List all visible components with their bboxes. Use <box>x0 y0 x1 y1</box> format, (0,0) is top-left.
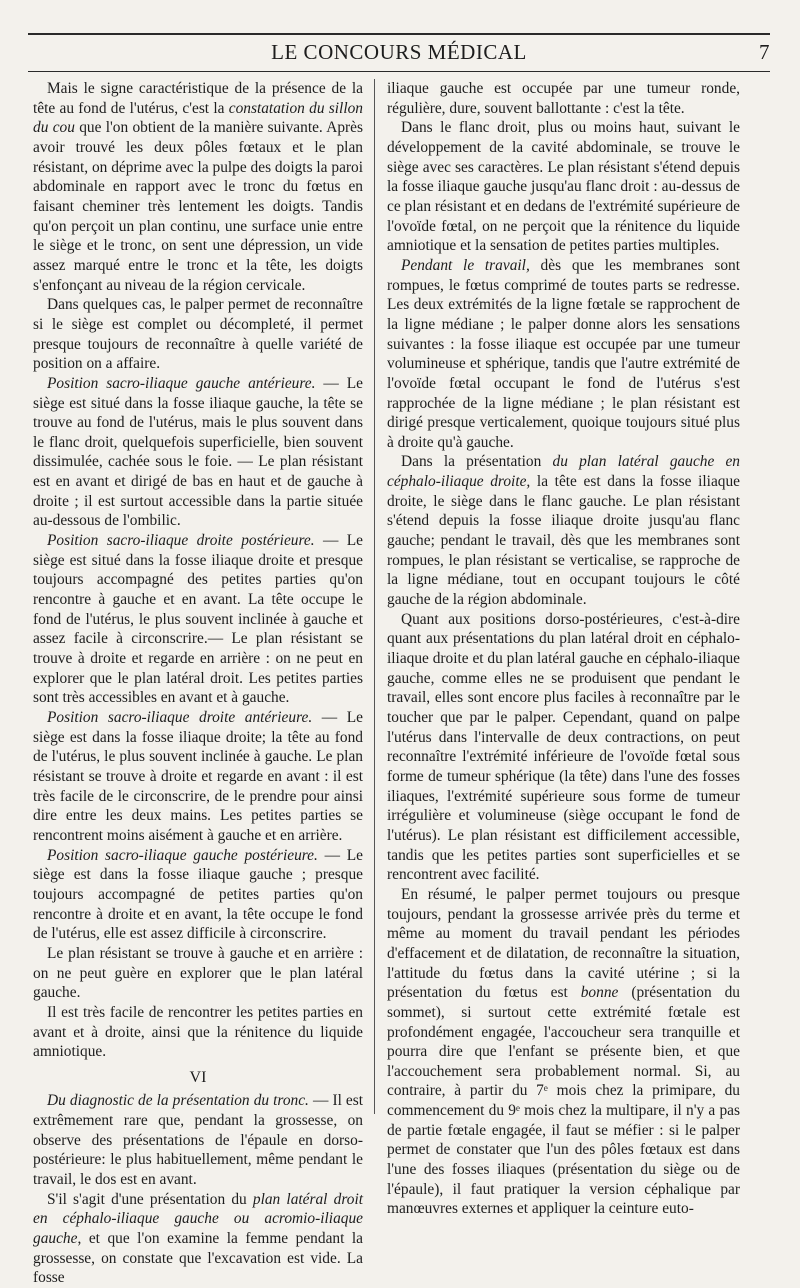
paragraph: Position sacro-iliaque droite postérieure. — Le siège est situé dans la fosse iliaque droite et presque toujours accompagné des petites parties qu'on rencontre à gauche et en avant. La tête occupe le fond de l'utérus, le plus souvent inclinée à gauche et assez facile à circonscrire.— Le plan résistant se trouve à droite et regarde en arrière : on ne peut en explorer que le plan latéral droit. Les petites parties sont très accessibles en avant et à gauche. <box>33 532 363 707</box>
section-number: VI <box>189 1068 207 1086</box>
paragraph: Du diagnostic de la présentation du tronc. — Il est extrêmement rare que, pendant la grossesse, on observe des présentations de l'épaule en dorso-postérieure: le plus habituellement, même pendant le travail, le dos est en avant. <box>33 1092 363 1189</box>
paragraph: Mais le signe caractéristique de la présence de la tête au fond de l'utérus, c'est la constatation du sillon du cou que l'on obtient de la manière suivante. Après avoir trouvé les deux pôles fœtaux et le plan résistant, on déprime avec la pulpe des doigts la paroi abdominale en rapport avec le tronc du fœtus en faisant cheminer très lentement les doigts. Tandis qu'on perçoit un plan continu, une surface unie entre le siège et le tronc, on sent une dépression, un vide assez marqué entre le tronc et la tête, les doigts s'enfonçant au niveau de la région cervicale. <box>33 80 364 294</box>
column-separator <box>374 79 375 1114</box>
paragraph: Dans la présentation du plan latéral gauche en céphalo-iliaque droite, la tête est dans la fosse iliaque droite, le siège dans le flanc gauche. Le plan résistant s'étend depuis la fosse iliaque droite jusqu'au flanc gauche; pendant le travail, dès que les membranes sont rompues, le plan résistant se verticalise, se rapproche de la ligne médiane, tout en occupant toujours le côté gauche de la région abdominale. <box>387 453 741 609</box>
paragraph: Dans quelques cas, le palper permet de reconnaître si le siège est complet ou décompleté, il permet presque toujours de reconnaître à quelle variété de position on a affaire. <box>33 296 363 373</box>
paragraph: Quant aux positions dorso-postérieures, c'est-à-dire quant aux présentations du plan latéral droit en céphalo-iliaque droite et du plan latéral gauche en céphalo-iliaque gauche, comme elles ne se produisent que pendant le travail, elles sont encore plus faciles à reconnaître par le toucher que par le palper. Cependant, quand on palpe l'utérus dans l'intervalle de deux contractions, on peut reconnaître l'extrémité inférieure de l'ovoïde fœtal sous forme de tumeur sphérique (la tête) dans l'une des fosses iliaques, l'extrémité supérieure sous forme de tumeur irrégulière et volumineuse (siège occupant le fond de l'utérus). Le plan résistant est difficilement accessible, tandis que les petites parties sont superficielles et se rencontrent avec facilité. <box>387 610 740 884</box>
left-column <box>33 79 363 1288</box>
paragraph: Il est très facile de rencontrer les petites parties en avant et à droite, ainsi que la rénitence du liquide amniotique. <box>33 1003 363 1061</box>
right-column <box>387 79 740 1219</box>
header-rule <box>28 71 770 72</box>
top-rule <box>28 33 770 35</box>
paragraph: En résumé, le palper permet toujours ou presque toujours, pendant la grossesse arrivée près du terme et même au moment du travail pendant les périodes d'effacement et de dilatation, de reconnaître la situation, l'attitude du fœtus dans la cavité utérine ; si la présentation du fœtus est bonne (présentation du sommet), si surtout cette extrémité fœtale est profondément engagée, l'accoucheur sera tranquille et pourra dire que l'enfant se présente bien, et que l'accouchement sera probablement normal. Si, au contraire, à partir du 7ᵉ mois chez la primipare, du commencement du 9ᵉ mois chez la multipare, il n'y a pas de partie fœtale engagée, il faut se méfier : si le palper permet de constater que l'un des pôles fœtaux est dans l'une des fosses iliaques (présentation du siège ou de l'épaule), il faut pratiquer la version céphalique par manœuvres externes et appliquer la ceinture euto- <box>387 885 741 1218</box>
paragraph: S'il s'agit d'une présentation du plan latéral droit en céphalo-iliaque gauche ou acromio-iliaque gauche, et que l'on examine la femme pendant la grossesse, on constate que l'excavation est vide. La fosse <box>33 1190 363 1287</box>
paragraph: Position sacro-iliaque gauche antérieure. — Le siège est situé dans la fosse iliaque gauche, la tête se trouve au fond de l'utérus, mais le plus souvent dans le flanc droit, quelquefois superficielle, bien souvent dissimulée, cachée sous le foie. — Le plan résistant est en avant et dirigé de bas en haut et de gauche à droite ; il est surtout accessible dans la partie située au-dessous de l'ombilic. <box>33 374 363 530</box>
paragraph: Dans le flanc droit, plus ou moins haut, suivant le développement de la cavité abdominale, se trouve le siège avec ses caractères. Le plan résistant s'étend depuis la fosse iliaque gauche jusqu'au flanc droit : au-dessus de ce plan résistant et en dedans de l'extrémité supérieure de l'ovoïde fœtal, on ne perçoit que la rénitence du liquide amniotique et la sensation de petites parties multiples. <box>387 119 740 255</box>
paragraph: Le plan résistant se trouve à gauche et en arrière : on ne peut guère en explorer que le plan latéral gauche. <box>33 944 363 1002</box>
paragraph: Position sacro-iliaque droite antérieure. — Le siège est dans la fosse iliaque droite; la tête au fond de l'utérus, le plus souvent inclinée à gauche. Le plan résistant se trouve à droite et regarde en avant : il est très facile de le circonscrire, de le prendre pour ainsi dire entre les deux mains. Les petites parties se rencontrent moins aisément à gauche et en arrière. <box>33 709 363 844</box>
paragraph: Position sacro-iliaque gauche postérieure. — Le siège est dans la fosse iliaque gauche ; presque toujours accompagné de petites parties qu'on rencontre à droite et en avant, la tête occupe le fond de l'utérus, elle est assez difficile à circonscrire. <box>33 846 363 943</box>
page-number: 7 <box>759 40 770 64</box>
paragraph: iliaque gauche est occupée par une tumeur ronde, régulière, dure, souvent ballottante : c'est la tête. <box>387 80 740 117</box>
journal-title: LE CONCOURS MÉDICAL <box>271 40 527 64</box>
running-header <box>28 38 770 64</box>
paragraph: Pendant le travail, dès que les membranes sont rompues, le fœtus comprimé de toutes parts se redresse. Les deux extrémités de la ligne fœtale se rapprochent de la ligne médiane ; le palper donne alors les sensations suivantes : la fosse iliaque est occupée par une tumeur volumineuse et sphérique, tandis que l'autre extrémité de l'ovoïde fœtal occupant le fond de l'utérus s'est rapprochée de la ligne médiane ; le plan résistant est dirigé presque verticalement, quoique toujours situé plus à droite qu'à gauche. <box>387 256 740 451</box>
